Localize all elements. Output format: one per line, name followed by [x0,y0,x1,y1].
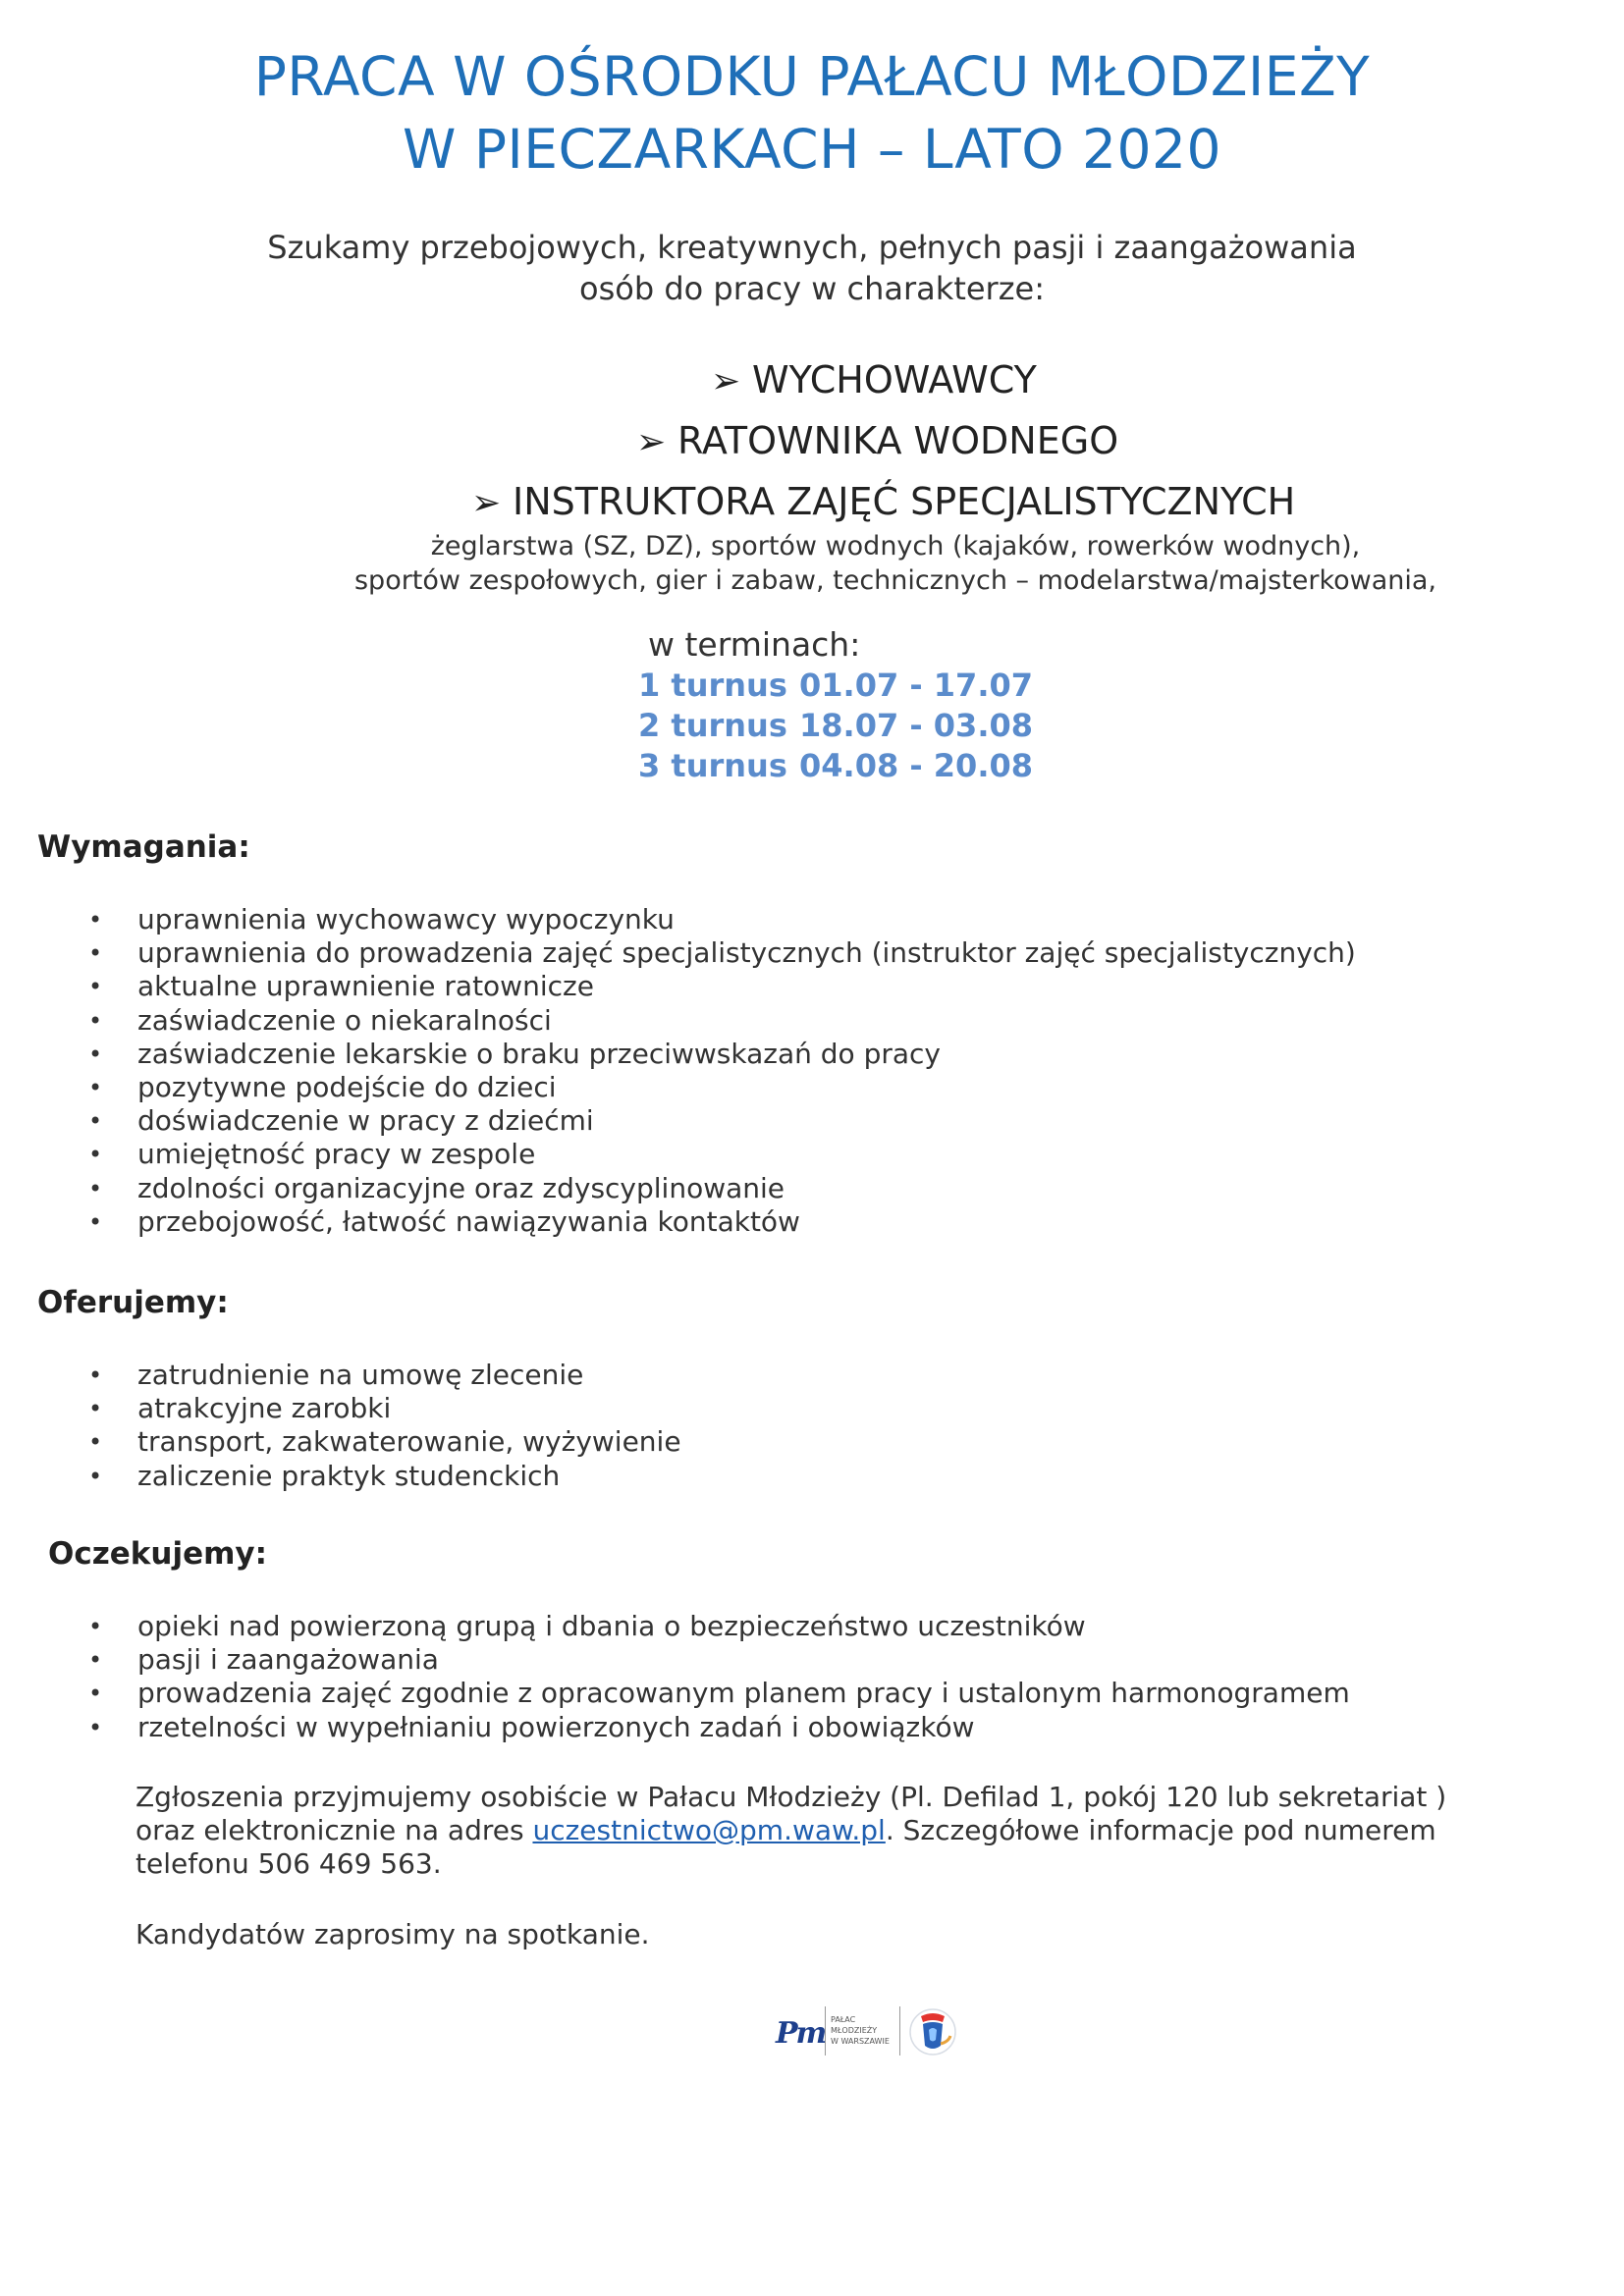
contact-email-link[interactable]: uczestnictwo@pm.waw.pl [532,1814,886,1846]
footer-logos [776,2002,962,2059]
list-item: • zatrudnienie na umowę zlecenie [0,1359,681,1392]
logo-text-line: W WARSZAWIE [831,2037,890,2046]
list-item: • atrakcyjne zarobki [0,1392,681,1425]
arrow-bullet-icon: ➢ [636,422,667,462]
role-item [471,477,1295,528]
term-name: 3 turnus [638,747,787,784]
list-item: • uprawnienia do prowadzenia zajęć specjalistycznych (instruktor zajęć specjalistycznych) [0,936,1356,970]
term-dates: 01.07 - 17.07 [799,667,1033,704]
list-item: • zaliczenie praktyk studenckich [0,1460,681,1493]
warsaw-seal-icon [907,2006,958,2057]
role-label: RATOWNIKA WODNEGO [677,419,1119,462]
list-item: • umiejętność pracy w zespole [0,1138,1356,1171]
logo-divider [899,2006,900,2056]
arrow-bullet-icon: ➢ [711,361,741,401]
list-item: • aktualne uprawnienie ratownicze [0,970,1356,1003]
list-item: • transport, zakwaterowanie, wyżywienie [0,1425,681,1459]
list-item: • pasji i zaangażowania [0,1643,1350,1677]
expectations-heading: Oczekujemy: [48,1536,268,1572]
list-item: • zaświadczenie lekarskie o braku przeciwwskazań do pracy [0,1038,1356,1071]
contact-text-before: Zgłoszenia przyjmujemy osobiście w Pałacu Młodzieży (Pl. Defilad 1, pokój 120 lub sekretariat ) oraz elektronicznie na adres [135,1781,1447,1846]
requirements-list [0,903,1356,1239]
list-item: • uprawnienia wychowawcy wypoczynku [0,903,1356,936]
page-title-line-1: PRACA W OŚRODKU PAŁACU MŁODZIEŻY [253,45,1371,108]
specialties-line-1: żeglarstwa (SZ, DZ), sportów wodnych (kajaków, rowerków wodnych), [430,531,1361,561]
offer-list [0,1359,681,1493]
intro-line-2: osób do pracy w charakterze: [579,270,1045,307]
contact-text-after: . Szczegółowe informacje pod numerem telefonu 506 469 563. [135,1814,1436,1880]
term-dates: 18.07 - 03.08 [799,707,1033,744]
specialties-line-2: sportów zespołowych, gier i zabaw, technicznych – modelarstwa/majsterkowania, [353,565,1437,596]
requirements-heading: Wymagania: [37,829,250,865]
list-item: • pozytywne podejście do dzieci [0,1071,1356,1104]
list-item: • opieki nad powierzoną grupą i dbania o bezpieczeństwo uczestników [0,1610,1350,1643]
expectations-list [0,1610,1350,1744]
term-name: 1 turnus [638,667,787,704]
term-row [638,705,1033,746]
logo-text-line: MŁODZIEŻY [831,2026,878,2035]
role-item [636,416,1118,467]
role-item [711,355,1037,406]
term-name: 2 turnus [638,707,787,744]
logo-text-line: PAŁAC [831,2015,856,2024]
invite-paragraph: Kandydatów zaprosimy na spotkanie. [135,1918,650,1950]
list-item: • przebojowość, łatwość nawiązywania kontaktów [0,1205,1356,1239]
logo-divider [825,2006,826,2056]
term-row [638,665,1033,706]
palac-mlodziezy-logo: Pm [776,2016,826,2051]
role-label: INSTRUKTORA ZAJĘĆ SPECJALISTYCZNYCH [513,480,1296,523]
term-row [638,745,1033,786]
intro-line-1: Szukamy przebojowych, kreatywnych, pełnych pasji i zaangażowania [267,229,1357,266]
list-item: • doświadczenie w pracy z dziećmi [0,1104,1356,1138]
list-item: • zdolności organizacyjne oraz zdyscyplinowanie [0,1172,1356,1205]
term-dates: 04.08 - 20.08 [799,747,1033,784]
terms-label: w terminach: [648,625,861,664]
palac-mlodziezy-logo-text [831,2014,890,2047]
page-title-line-2: W PIECZARKACH – LATO 2020 [402,118,1221,181]
list-item: • rzetelności w wypełnianiu powierzonych zadań i obowiązków [0,1711,1350,1744]
arrow-bullet-icon: ➢ [471,483,502,523]
list-item: • prowadzenia zajęć zgodnie z opracowanym planem pracy i ustalonym harmonogramem [0,1677,1350,1710]
list-item: • zaświadczenie o niekaralności [0,1004,1356,1038]
contact-paragraph [135,1781,1500,1881]
offer-heading: Oferujemy: [37,1285,229,1320]
role-label: WYCHOWAWCY [752,358,1037,401]
